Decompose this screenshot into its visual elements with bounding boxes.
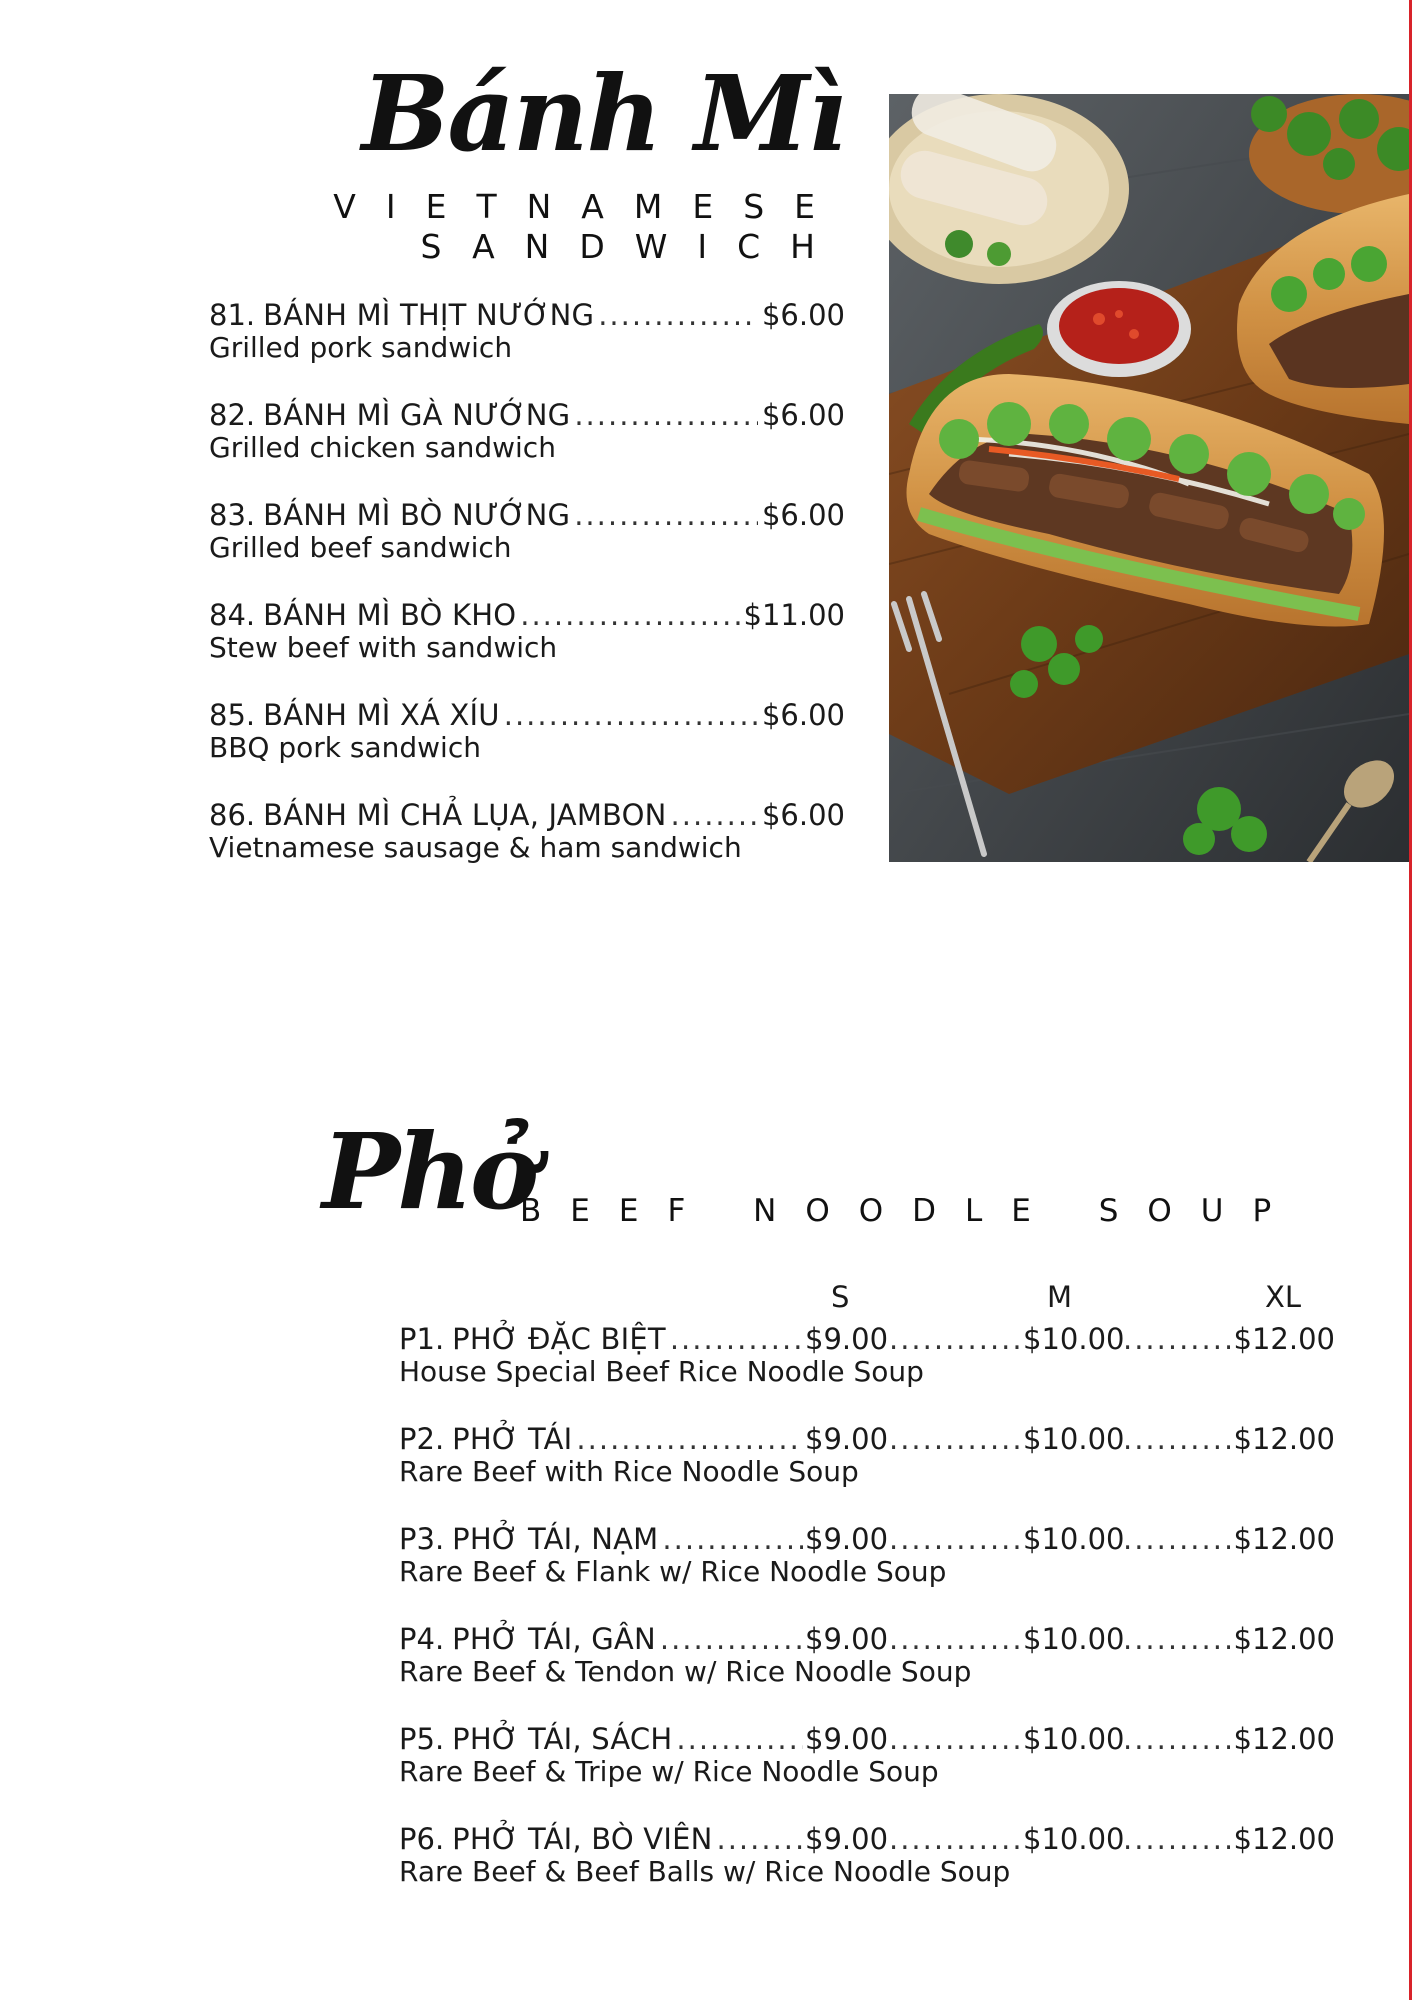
item-price: $6.00 bbox=[761, 698, 845, 732]
dot-leader bbox=[598, 298, 758, 332]
item-number: 82. bbox=[209, 398, 256, 432]
item-name: PHỞ ĐẶC BIỆT bbox=[452, 1322, 666, 1356]
price-medium: $10.00 bbox=[1023, 1522, 1125, 1556]
price-medium: $10.00 bbox=[1023, 1722, 1125, 1756]
item-description: BBQ pork sandwich bbox=[209, 731, 481, 764]
banh-mi-menu-list bbox=[209, 298, 845, 898]
item-description: Rare Beef & Flank w/ Rice Noodle Soup bbox=[399, 1555, 947, 1588]
dot-leader bbox=[660, 1622, 803, 1656]
dot-leader bbox=[1123, 1622, 1230, 1656]
item-number: P3. bbox=[399, 1522, 445, 1556]
size-header-medium: M bbox=[1047, 1280, 1073, 1314]
menu-item bbox=[209, 298, 845, 398]
price-medium: $10.00 bbox=[1023, 1822, 1125, 1856]
item-description: Grilled beef sandwich bbox=[209, 531, 512, 564]
item-name: PHỞ TÁI, SÁCH bbox=[452, 1722, 673, 1756]
dot-leader bbox=[889, 1822, 1019, 1856]
item-name: BÁNH MÌ THỊT NƯỚNG bbox=[263, 298, 595, 332]
item-number: P4. bbox=[399, 1622, 445, 1656]
item-name: PHỞ TÁI, BÒ VIÊN bbox=[452, 1822, 713, 1856]
dot-leader bbox=[889, 1722, 1019, 1756]
banh-mi-title: Bánh Mì bbox=[361, 52, 845, 175]
menu-item bbox=[399, 1422, 1335, 1522]
menu-item bbox=[399, 1322, 1335, 1422]
dot-leader bbox=[889, 1322, 1019, 1356]
price-small: $9.00 bbox=[805, 1422, 889, 1456]
menu-item bbox=[399, 1622, 1335, 1722]
item-number: P1. bbox=[399, 1322, 445, 1356]
dot-leader bbox=[576, 1422, 803, 1456]
item-number: P6. bbox=[399, 1822, 445, 1856]
price-extra-large: $12.00 bbox=[1233, 1522, 1335, 1556]
price-small: $9.00 bbox=[805, 1522, 889, 1556]
item-number: 81. bbox=[209, 298, 256, 332]
banh-mi-food-photo bbox=[889, 94, 1409, 862]
dot-leader bbox=[1123, 1822, 1230, 1856]
item-number: P5. bbox=[399, 1722, 445, 1756]
item-name: BÁNH MÌ BÒ NƯỚNG bbox=[263, 498, 571, 532]
size-header-small: S bbox=[831, 1280, 850, 1314]
item-description: Rare Beef with Rice Noodle Soup bbox=[399, 1455, 859, 1488]
menu-item bbox=[399, 1522, 1335, 1622]
item-name: BÁNH MÌ GÀ NƯỚNG bbox=[263, 398, 571, 432]
item-price: $6.00 bbox=[761, 798, 845, 832]
dot-leader bbox=[1123, 1322, 1230, 1356]
dot-leader bbox=[671, 798, 758, 832]
item-number: P2. bbox=[399, 1422, 445, 1456]
menu-item bbox=[399, 1722, 1335, 1822]
price-medium: $10.00 bbox=[1023, 1322, 1125, 1356]
price-extra-large: $12.00 bbox=[1233, 1722, 1335, 1756]
dot-leader bbox=[574, 498, 758, 532]
dot-leader bbox=[889, 1422, 1019, 1456]
price-medium: $10.00 bbox=[1023, 1422, 1125, 1456]
item-description: Rare Beef & Beef Balls w/ Rice Noodle Soup bbox=[399, 1855, 1011, 1888]
pho-title: Phở bbox=[322, 1110, 537, 1233]
item-description: Vietnamese sausage & ham sandwich bbox=[209, 831, 742, 864]
menu-item bbox=[209, 598, 845, 698]
price-small: $9.00 bbox=[805, 1622, 889, 1656]
item-price: $6.00 bbox=[761, 498, 845, 532]
dot-leader bbox=[574, 398, 758, 432]
dot-leader bbox=[1123, 1522, 1230, 1556]
price-extra-large: $12.00 bbox=[1233, 1322, 1335, 1356]
menu-item bbox=[209, 798, 845, 898]
page-edge-accent-line bbox=[1409, 0, 1412, 2000]
price-extra-large: $12.00 bbox=[1233, 1622, 1335, 1656]
item-number: 84. bbox=[209, 598, 256, 632]
dot-leader bbox=[717, 1822, 804, 1856]
item-number: 83. bbox=[209, 498, 256, 532]
item-description: Stew beef with sandwich bbox=[209, 631, 558, 664]
menu-item bbox=[209, 498, 845, 598]
menu-item bbox=[209, 698, 845, 798]
dot-leader bbox=[670, 1322, 803, 1356]
item-price: $11.00 bbox=[743, 598, 845, 632]
price-extra-large: $12.00 bbox=[1233, 1822, 1335, 1856]
item-name: BÁNH MÌ XÁ XÍU bbox=[263, 698, 500, 732]
dot-leader bbox=[676, 1722, 803, 1756]
item-name: BÁNH MÌ CHẢ LỤA, JAMBON bbox=[263, 798, 667, 832]
dot-leader bbox=[1123, 1722, 1230, 1756]
item-name: PHỞ TÁI bbox=[452, 1422, 573, 1456]
item-description: House Special Beef Rice Noodle Soup bbox=[399, 1355, 924, 1388]
price-medium: $10.00 bbox=[1023, 1622, 1125, 1656]
item-price: $6.00 bbox=[761, 398, 845, 432]
item-name: PHỞ TÁI, NẠM bbox=[452, 1522, 659, 1556]
banh-mi-subtitle-line2: SANDWICH bbox=[420, 227, 845, 266]
item-number: 86. bbox=[209, 798, 256, 832]
dot-leader bbox=[520, 598, 739, 632]
dot-leader bbox=[662, 1522, 803, 1556]
dot-leader bbox=[889, 1622, 1019, 1656]
item-name: BÁNH MÌ BÒ KHO bbox=[263, 598, 517, 632]
item-description: Grilled pork sandwich bbox=[209, 331, 513, 364]
pho-menu-list bbox=[399, 1322, 1335, 1922]
price-small: $9.00 bbox=[805, 1822, 889, 1856]
item-description: Rare Beef & Tendon w/ Rice Noodle Soup bbox=[399, 1655, 972, 1688]
price-small: $9.00 bbox=[805, 1322, 889, 1356]
size-header-extra-large: XL bbox=[1265, 1280, 1302, 1314]
item-description: Rare Beef & Tripe w/ Rice Noodle Soup bbox=[399, 1755, 939, 1788]
item-description: Grilled chicken sandwich bbox=[209, 431, 556, 464]
price-extra-large: $12.00 bbox=[1233, 1422, 1335, 1456]
item-number: 85. bbox=[209, 698, 256, 732]
price-small: $9.00 bbox=[805, 1722, 889, 1756]
dot-leader bbox=[889, 1522, 1019, 1556]
banh-mi-subtitle-line1: VIETNAMESE bbox=[333, 187, 845, 226]
menu-item bbox=[209, 398, 845, 498]
item-name: PHỞ TÁI, GÂN bbox=[452, 1622, 656, 1656]
item-price: $6.00 bbox=[761, 298, 845, 332]
dot-leader bbox=[1123, 1422, 1230, 1456]
pho-subtitle: BEEF NOODLE SOUP bbox=[520, 1193, 1301, 1229]
dot-leader bbox=[504, 698, 758, 732]
menu-item bbox=[399, 1822, 1335, 1922]
